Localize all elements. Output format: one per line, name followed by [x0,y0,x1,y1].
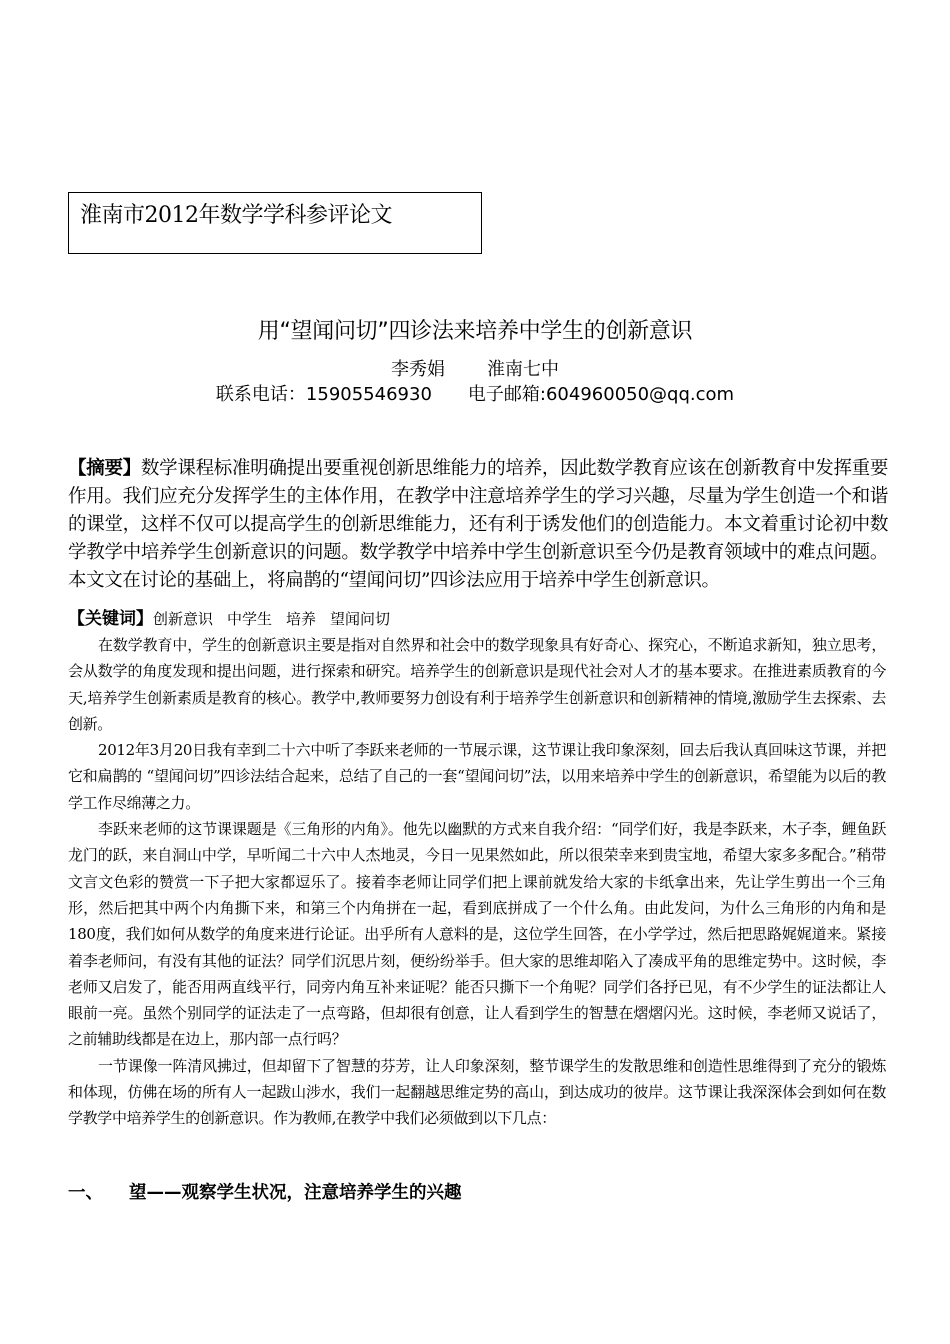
section-number: 一、 [68,1183,103,1203]
keywords [68,608,888,630]
body-paragraph: 一节课像一阵清风拂过，但却留下了智慧的芬芳，让人印象深刻，整节课学生的发散思维和创造性思维得到了充分的锻炼和体现，仿佛在场的所有人一起跋山涉水，我们一起翻越思维定势的高山，到达成功的彼岸。这节课让我深深体会到如何在数学教学中培养学生的创新意识。作为教师,在教学中我们必须做到以下几点： [68,1056,886,1128]
abstract [68,455,888,595]
body-paragraph: 李跃来老师的这节课课题是《三角形的内角》。他先以幽默的方式来自我介绍：“同学们好，我是李跃来，木子李，鲤鱼跃龙门的跃，来自洞山中学，早听闻二十六中人杰地灵，今日一见果然如此，所以很荣幸来到贵宝地，希望大家多多配合。”稍带文言文色彩的赞赏一下子把大家都逗乐了。接着李老师让同学们把上课前就发给大家的卡纸拿出来，先让学生剪出一个三角形，然后把其中两个内角撕下来，和第三个内角拼在一起，看到底拼成了一个什么角。由此发问，为什么三角形的内角和是180度，我们如何从数学的角度来进行论证。出乎所有人意料的是，这位学生回答，在小学学过，然后把思路娓娓道来。紧接着李老师问，有没有其他的证法？同学们沉思片刻，便纷纷举手。但大家的思维却陷入了凑成平角的思维定势中。这时候，李老师又启发了，能否用两直线平行，同旁内角互补来证呢？能否只撕下一个角呢？同学们各抒已见，有不少学生的证法都让人眼前一亮。虽然个别同学的证法走了一点弯路，但却很有创意，让人看到学生的智慧在熠熠闪光。这时候，李老师又说话了，之前辅助线都是在边上，那内部一点行吗？ [68,820,886,1049]
keywords-label: 【关键词】 [68,609,153,629]
author-line [0,358,950,382]
abstract-text: 数学课程标准明确提出要重视创新思维能力的培养，因此数学教育应该在创新教育中发挥重要作用。我们应充分发挥学生的主体作用，在教学中注意培养学生的学习兴趣，尽量为学生创造一个和谐的课堂，这样不仅可以提高学生的创新思维能力，还有利于诱发他们的创造能力。本文着重讨论初中数学教学中培养学生创新意识的问题。数学教学中培养中学生创新意识至今仍是教育领域中的难点问题。本文文在讨论的基础上，将扁鹊的“望闻问切”四诊法应用于培养中学生创新意识。 [68,458,888,591]
body-paragraph: 2012年3月20日我有幸到二十六中听了李跃来老师的一节展示课，这节课让我印象深刻，回去后我认真回味这节课，并把它和扁鹊的 “望闻问切”四诊法结合起来，总结了自己的一套“望闻问切”法，以用来培养中学生的创新意识，希望能为以后的教学工作尽绵薄之力。 [68,741,886,812]
keyword: 中学生 [227,610,273,628]
section-heading-text: 望——观察学生状况，注意培养学生的兴趣 [129,1183,462,1203]
abstract-label: 【摘要】 [68,458,141,479]
author-name: 李秀娟 [391,359,445,380]
keyword: 培养 [286,610,317,628]
body-paragraph: 在数学教育中，学生的创新意识主要是指对自然界和社会中的数学现象具有好奇心、探究心，不断追求新知，独立思考，会从数学的角度发现和提出问题，进行探索和研究。培养学生的创新意识是现代社会对人才的基本要求。在推进素质教育的今天,培养学生创新素质是教育的核心。教学中,教师要努力创设有利于培养学生创新意识和创新精神的情境,激励学生去探索、去创新。 [68,636,886,733]
header-box-text: 淮南市2012年数学学科参评论文 [80,203,392,228]
keyword: 望闻问切 [330,610,391,628]
header-box [68,192,482,254]
section-heading [68,1180,886,1206]
contact-line [0,383,950,407]
phone-number: 15905546930 [305,384,432,405]
body-text [68,632,886,1132]
email-address: 604960050@qq.com [545,384,735,405]
paper-title: 用“望闻问切”四诊法来培养中学生的创新意识 [257,319,693,344]
email-label: 电子邮箱: [467,384,546,405]
phone-label: 联系电话： [215,384,306,405]
keyword: 创新意识 [153,610,214,628]
author-school: 淮南七中 [487,359,559,380]
